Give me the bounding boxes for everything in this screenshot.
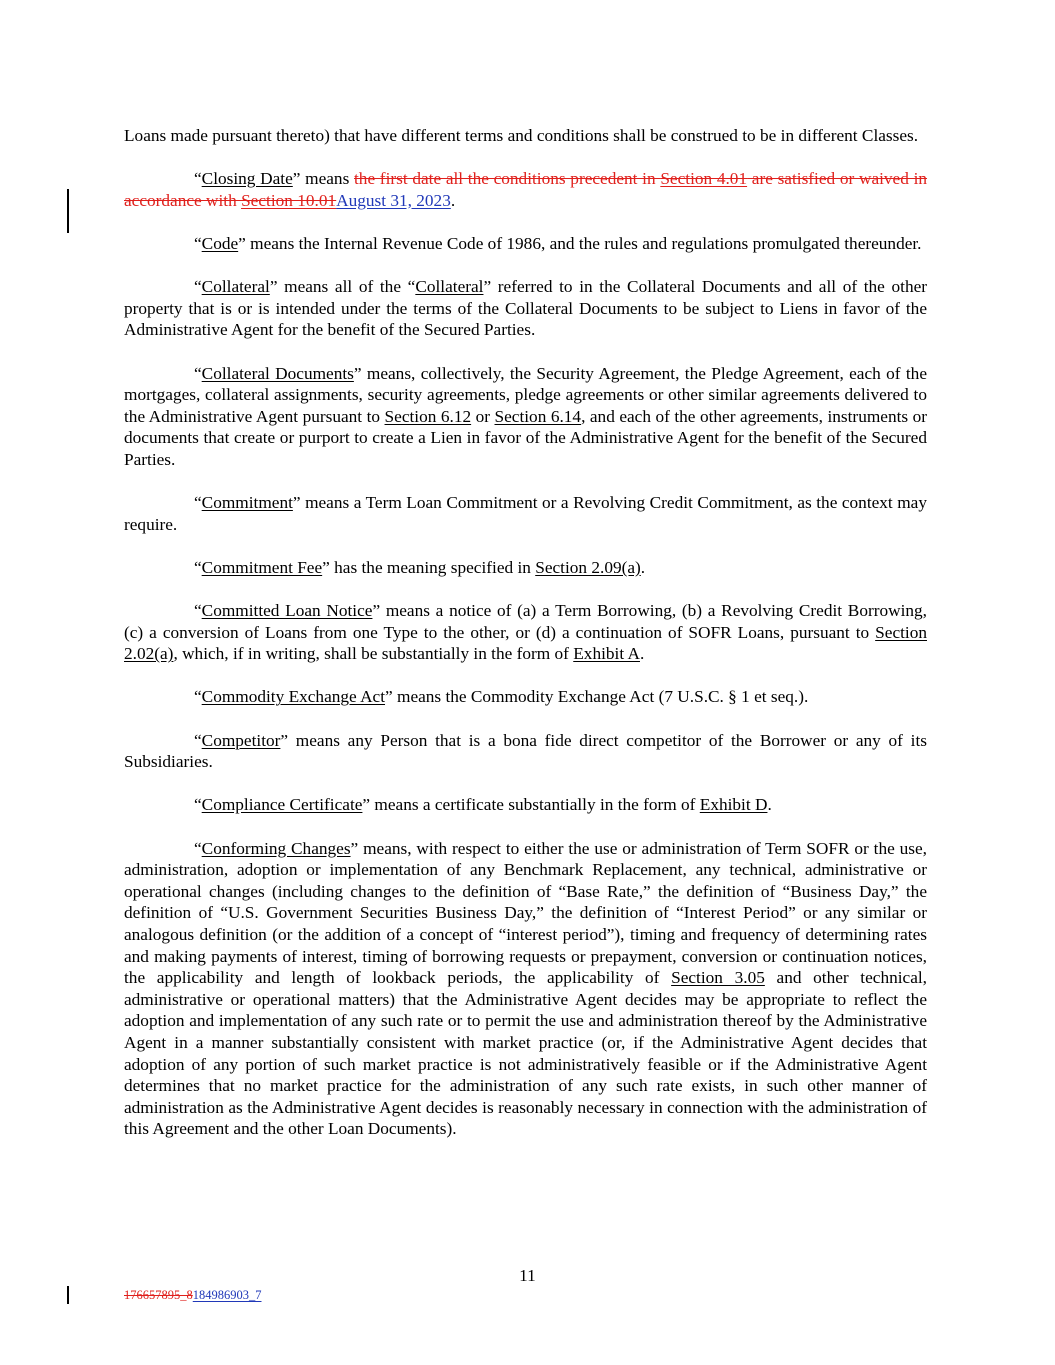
defined-term: Conforming Changes xyxy=(201,838,351,858)
definition-closing-date: “Closing Date” means the first date all the conditions precedent in Section 4.01 are satisfied or waived in accordance with Section 10.01August 31, 2023. xyxy=(124,169,928,210)
exhibit-reference: Exhibit D xyxy=(699,795,768,815)
definitions-body xyxy=(124,125,927,1162)
definition-commitment-fee: “Commitment Fee” has the meaning specified in Section 2.09(a). xyxy=(194,557,646,577)
definition-commitment: “Commitment” means a Term Loan Commitment or a Revolving Credit Commitment, as the context may require. xyxy=(124,493,927,534)
defined-term: Competitor xyxy=(201,730,281,750)
defined-term: Commitment Fee xyxy=(201,557,323,577)
definition-code: “Code” means the Internal Revenue Code of 1986, and the rules and regulations promulgated thereunder. xyxy=(194,233,922,253)
deleted-text: the first date all the conditions precedent in Section 4.01 are satisfied or waived in accordance with Section 10.01 xyxy=(124,169,928,210)
cross-reference: Collateral xyxy=(415,277,484,297)
defined-term: Commodity Exchange Act xyxy=(201,687,386,707)
defined-term: Collateral Documents xyxy=(201,363,354,383)
section-reference: Section 3.05 xyxy=(671,968,765,988)
defined-term: Code xyxy=(201,233,239,253)
defined-term: Commitment xyxy=(201,493,293,513)
deleted-doc-id: 176657895_8 xyxy=(124,1288,193,1302)
definition-committed-loan-notice: “Committed Loan Notice” means a notice of (a) a Term Borrowing, (b) a Revolving Credit Borrowing, (c) a conversion of Loans from one Type to the other, or (d) a continuation of SOFR Loans, pursuant to Section 2.02(a), which, if in writing, shall be substantially in the form of Exhibit A. xyxy=(124,601,927,664)
defined-term: Collateral xyxy=(201,277,270,297)
definition-conforming-changes: “Conforming Changes” means, with respect to either the use or administration of Term SOFR or the use, administration, adoption or implementation of any Benchmark Replacement, any technical, administrative or operational changes (including changes to the definition of “Base Rate,” the definition of “Business Day,” the definition of “U.S. Government Securities Business Day,” the definition of “Interest Period” or any similar or analogous definition (or the addition of a concept of “interest period”), timing and frequency of determining rates and making payments of interest, timing of borrowing requests or prepayment, conversion or continuation notices, the applicability and length of lookback periods, the applicability of Section 3.05 and other technical, administrative or operational matters) that the Administrative Agent decides may be appropriate to reflect the adoption and implementation of any such rate or to permit the use and administration thereof by the Administrative Agent in a manner substantially consistent with market practice (or, if the Administrative Agent decides that adoption of any portion of such market practice is not administratively feasible or if the Administrative Agent determines that no market practice for the administration of any such rate exists, in such other manner of administration as the Administrative Agent decides is reasonably necessary in connection with the administration of this Agreement and the other Loan Documents). xyxy=(124,838,927,1139)
definition-commodity-exchange-act: “Commodity Exchange Act” means the Commodity Exchange Act (7 U.S.C. § 1 et seq.). xyxy=(194,687,809,707)
page-number: 11 xyxy=(519,1266,536,1285)
section-reference: Section 2.09(a) xyxy=(535,557,641,577)
section-reference: Section 6.14 xyxy=(494,406,582,426)
defined-term: Closing Date xyxy=(201,169,293,189)
inserted-text: August 31, 2023 xyxy=(336,190,451,210)
opening-paragraph: Loans made pursuant thereto) that have different terms and conditions shall be construed to be in different Classes. xyxy=(124,126,919,145)
definition-collateral-documents: “Collateral Documents” means, collectively, the Security Agreement, the Pledge Agreement, each of the mortgages, collateral assignments, security agreements, pledge agreements or other similar agreements delivered to the Administrative Agent pursuant to Section 6.12 or Section 6.14, and each of the other agreements, instruments or documents that create or purport to create a Lien in favor of the Administrative Agent for the benefit of the Secured Parties. xyxy=(124,363,927,469)
exhibit-reference: Exhibit A xyxy=(573,644,640,664)
document-id xyxy=(124,1288,262,1303)
definition-compliance-certificate: “Compliance Certificate” means a certificate substantially in the form of Exhibit D. xyxy=(194,795,772,815)
defined-term: Committed Loan Notice xyxy=(201,601,373,621)
section-reference: Section 6.12 xyxy=(384,406,472,426)
inserted-doc-id: 184986903_7 xyxy=(192,1288,262,1302)
section-reference: Section 2.02(a) xyxy=(124,622,927,664)
definition-competitor: “Competitor” means any Person that is a bona fide direct competitor of the Borrower or any of its Subsidiaries. xyxy=(124,730,927,772)
change-bar xyxy=(67,189,69,233)
defined-term: Compliance Certificate xyxy=(201,795,363,815)
change-bar xyxy=(67,1286,69,1304)
definition-collateral: “Collateral” means all of the “Collateral” referred to in the Collateral Documents and all of the other property that is or is intended under the terms of the Collateral Documents to be subject to Liens in favor of the Administrative Agent for the benefit of the Secured Parties. xyxy=(124,277,928,340)
